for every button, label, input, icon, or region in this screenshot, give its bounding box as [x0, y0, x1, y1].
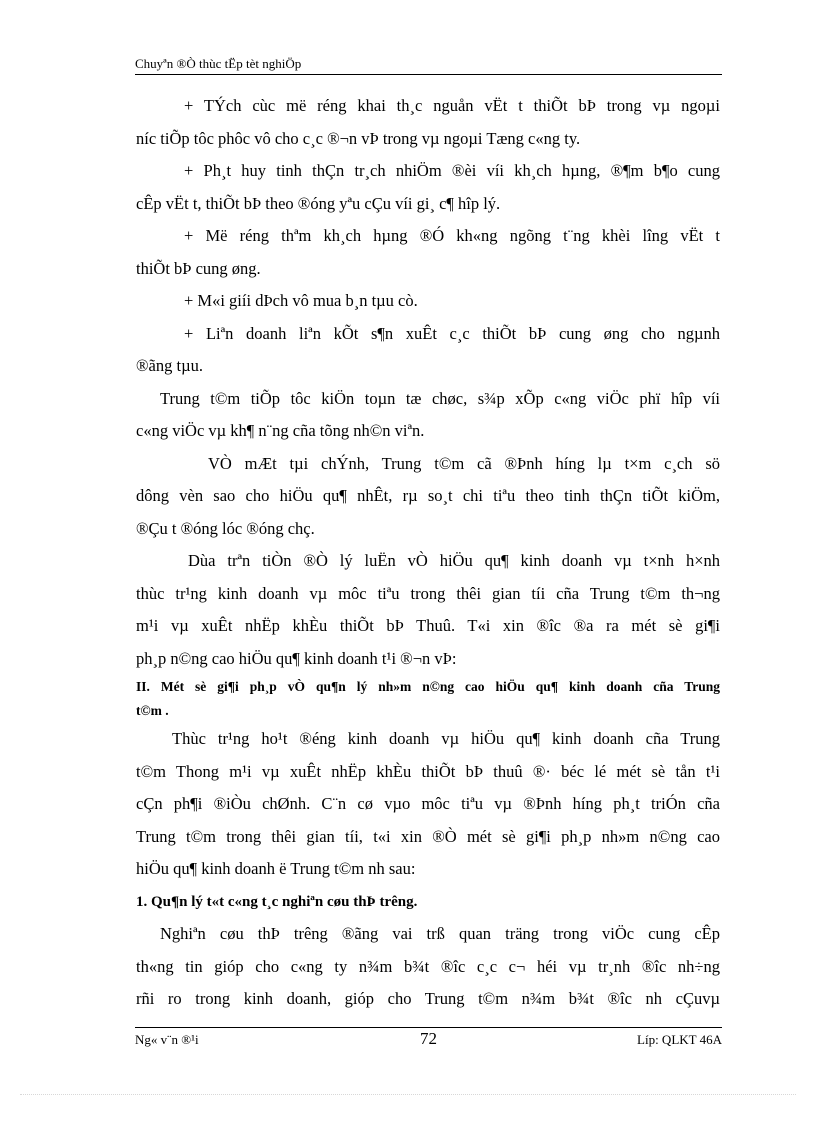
text-line: Thùc tr¹ng ho¹t ®éng kinh doanh vµ hiÖu qu¶ kinh doanh cña Trung [172, 729, 720, 748]
text-line: th«ng tin gióp cho c«ng ty n¾m b¾t ®îc c¸c c¬ héi vµ tr¸nh ®îc nh÷ng [136, 956, 720, 976]
text-line: cÇn ph¶i ®iÒu chØnh. C¨n cø vµo môc tiªu vµ ®Þnh híng ph¸t triÓn cña [136, 794, 720, 813]
text-line: + Liªn doanh liªn kÕt s¶n xuÊt c¸c thiÕt bÞ cung øng cho ngµnh [184, 323, 720, 343]
text-line: thùc tr¹ng kinh doanh vµ môc tiªu trong thêi gian tíi cña Trung t©m th¬ng [136, 583, 720, 603]
text-line: rñi ro trong kinh doanh, gióp cho Trung t©m n¾m b¾t ®îc nh cÇuvµ [136, 989, 720, 1008]
text-line: thiÕt bÞ cung øng. [136, 258, 261, 278]
header-rule [135, 74, 722, 75]
text-line: dông vèn sao cho hiÖu qu¶ nhÊt, rµ so¸t chi tiªu theo tinh thÇn tiÕt kiÖm, [136, 486, 720, 505]
text-line: VÒ mÆt tµi chÝnh, Trung t©m cã ®Þnh híng lµ t×m c¸ch sö [208, 453, 720, 473]
text-line: 1. Qu¶n lý t«t c«ng t¸c nghiªn cøu thÞ trêng. [136, 893, 418, 910]
running-header: Chuyªn ®Ò thùc tËp tèt nghiÖp [135, 56, 302, 71]
text-line: Nghiªn cøu thÞ trêng ®ãng vai trß quan träng trong viÖc cung cÊp [160, 924, 720, 943]
text-line: + M«i giíi dÞch vô mua b¸n tµu cò. [184, 291, 418, 310]
text-line: ph¸p n©ng cao hiÖu qu¶ kinh doanh t¹i ®¬n vÞ: [136, 648, 457, 668]
text-line: hiÖu qu¶ kinh doanh ë Trung t©m nh sau: [136, 859, 416, 878]
footer-rule [135, 1027, 722, 1028]
body-text [136, 90, 720, 1016]
text-line: ®Çu t ®óng lóc ®óng chç. [136, 518, 315, 538]
text-line: + Ph¸t huy tinh thÇn tr¸ch nhiÖm ®èi víi kh¸ch hµng, ®¶m b¶o cung [184, 161, 720, 180]
text-line: + Më réng thªm kh¸ch hµng ®Ó kh«ng ngõng t¨ng khèi lîng vËt t [184, 226, 720, 245]
text-line: Dùa trªn tiÒn ®Ò lý luËn vÒ hiÖu qu¶ kinh doanh vµ t×nh h×nh [188, 551, 720, 570]
text-line: m¹i vµ xuÊt nhËp khÈu thiÕt bÞ Thuû. T«i xin ®îc ®a ra mét sè gi¶i [136, 616, 720, 635]
text-line: c«ng viÖc vµ kh¶ n¨ng cña tõng nh©n viªn. [136, 421, 425, 440]
text-line: Trung t©m tiÕp tôc kiÖn toµn tæ chøc, s¾p xÕp c«ng viÖc phï hîp víi [160, 388, 720, 408]
text-line: t©m . [136, 703, 169, 718]
text-line: + TÝch cùc më réng khai th¸c nguån vËt t thiÕt bÞ trong vµ ngoµi [184, 96, 720, 115]
page-number: 72 [420, 1029, 437, 1048]
text-line: cÊp vËt t, thiÕt bÞ theo ®óng yªu cÇu víi gi¸ c¶ hîp lý. [136, 193, 501, 213]
text-line: II. Mét sè gi¶i ph¸p vÒ qu¶n lý nh»m n©ng cao hiÖu qu¶ kinh doanh cña Trung [136, 679, 720, 694]
class-label: Líp: QLKT 46A [637, 1032, 722, 1047]
text-line: t©m Thong m¹i vµ xuÊt nhËp khÈu thiÕt bÞ thuû ®· béc lé mét sè tån t¹i [136, 761, 720, 781]
author-name: Ng« v¨n ®¹i [135, 1032, 199, 1047]
text-line: Trung t©m trong thêi gian tíi, t«i xin ®Ò mét sè gi¶i ph¸p nh»m n©ng cao [136, 826, 720, 846]
text-line: ®ãng tµu. [136, 356, 203, 375]
text-line: níc tiÕp tôc phôc vô cho c¸c ®¬n vÞ trong vµ ngoµi Tæng c«ng ty. [136, 128, 581, 148]
page-edge-divider [20, 1094, 796, 1095]
